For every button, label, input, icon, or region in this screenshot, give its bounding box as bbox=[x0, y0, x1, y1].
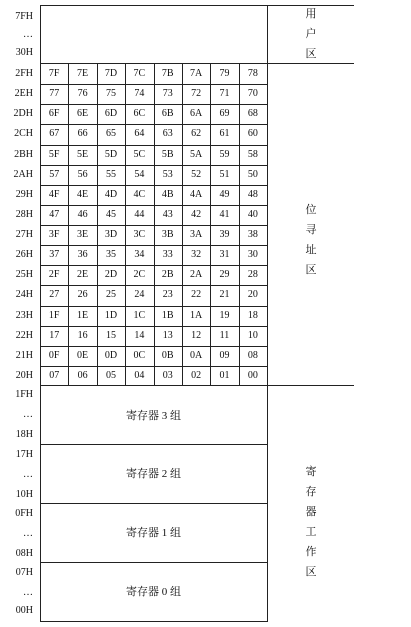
bit-address-cell: 64 bbox=[134, 128, 145, 140]
row-address-label: 2FH bbox=[15, 68, 33, 80]
bit-address-cell: 16 bbox=[77, 329, 88, 341]
bit-address-cell: 45 bbox=[105, 208, 116, 220]
bit-address-cell: 72 bbox=[191, 88, 202, 100]
row-address-label: 2BH bbox=[14, 148, 33, 160]
bit-address-cell: 1F bbox=[48, 309, 60, 321]
row-address-label: 2CH bbox=[14, 128, 33, 140]
bit-address-cell: 18 bbox=[247, 309, 258, 321]
bit-address-cell: 14 bbox=[134, 329, 145, 341]
zone-char: 寻 bbox=[305, 224, 317, 236]
zone-char: 存 bbox=[305, 486, 317, 498]
bit-address-cell: 3F bbox=[48, 229, 60, 241]
row-address-label: 22H bbox=[15, 329, 33, 341]
row-address-label: 2EH bbox=[14, 88, 33, 100]
address-label-group0-bottom: 00H bbox=[15, 605, 33, 616]
row-address-label: 2DH bbox=[13, 108, 33, 120]
row-address-label: 27H bbox=[15, 229, 33, 241]
bit-address-cell: 26 bbox=[77, 289, 88, 301]
bit-address-cell: 41 bbox=[219, 208, 230, 220]
bit-address-cell: 38 bbox=[247, 229, 258, 241]
bit-address-cell: 1B bbox=[161, 309, 174, 321]
bit-address-cell: 61 bbox=[219, 128, 230, 140]
bit-address-cell: 17 bbox=[49, 329, 60, 341]
bit-address-cell: 0E bbox=[77, 349, 89, 361]
address-ellipsis-user: … bbox=[23, 29, 33, 40]
bit-address-cell: 5D bbox=[104, 148, 118, 160]
bit-address-cell: 20 bbox=[247, 289, 258, 301]
bit-address-cell: 10 bbox=[247, 329, 258, 341]
row-address-label: 26H bbox=[15, 249, 33, 261]
zone-char: 区 bbox=[305, 48, 317, 60]
bit-address-cell: 5F bbox=[48, 148, 60, 160]
bit-address-cell: 59 bbox=[219, 148, 230, 160]
bit-address-cell: 3D bbox=[104, 229, 118, 241]
bit-address-cell: 1C bbox=[133, 309, 146, 321]
bit-address-cell: 57 bbox=[49, 168, 60, 180]
bit-address-cell: 1A bbox=[189, 309, 203, 321]
register-group-1-title: 寄存器 1 组 bbox=[126, 527, 181, 539]
bit-address-cell: 53 bbox=[162, 168, 173, 180]
bit-address-cell: 69 bbox=[219, 108, 230, 120]
zone-char: 作 bbox=[305, 546, 317, 558]
bit-address-cell: 6F bbox=[48, 108, 60, 120]
zone-char: 寄 bbox=[305, 466, 317, 478]
bit-address-cell: 4F bbox=[48, 188, 60, 200]
bit-address-cell: 2B bbox=[161, 269, 174, 281]
bit-address-cell: 5C bbox=[133, 148, 146, 160]
bit-address-cell: 13 bbox=[162, 329, 173, 341]
bit-address-cell: 0A bbox=[189, 349, 203, 361]
bit-address-cell: 39 bbox=[219, 229, 230, 241]
bit-address-cell: 79 bbox=[219, 68, 230, 80]
bit-address-cell: 28 bbox=[247, 269, 258, 281]
bit-address-cell: 7D bbox=[104, 68, 118, 80]
bit-address-cell: 49 bbox=[219, 188, 230, 200]
bit-address-cell: 74 bbox=[134, 88, 145, 100]
bit-address-cell: 07 bbox=[49, 369, 60, 381]
row-address-label: 24H bbox=[15, 289, 33, 301]
bit-address-cell: 22 bbox=[191, 289, 202, 301]
bit-address-cell: 34 bbox=[134, 249, 145, 261]
bit-address-cell: 05 bbox=[105, 369, 116, 381]
bit-address-cell: 76 bbox=[77, 88, 88, 100]
bit-address-cell: 09 bbox=[219, 349, 230, 361]
bit-address-cell: 51 bbox=[219, 168, 230, 180]
bit-address-cell: 08 bbox=[247, 349, 258, 361]
bit-address-cell: 48 bbox=[247, 188, 258, 200]
work-zone-label bbox=[301, 462, 321, 582]
zone-char: 器 bbox=[305, 506, 317, 518]
zone-char: 址 bbox=[305, 244, 317, 256]
bit-address-cell: 54 bbox=[134, 168, 145, 180]
bit-address-cell: 0D bbox=[104, 349, 118, 361]
bit-address-cell: 3E bbox=[77, 229, 89, 241]
bit-address-cell: 70 bbox=[247, 88, 258, 100]
bit-address-cell: 62 bbox=[191, 128, 202, 140]
bit-address-cell: 6C bbox=[133, 108, 146, 120]
bit-address-cell: 71 bbox=[219, 88, 230, 100]
bit-address-cell: 4D bbox=[104, 188, 118, 200]
address-label-group0-top: 07H bbox=[15, 567, 33, 578]
bit-address-cell: 12 bbox=[191, 329, 202, 341]
bit-address-cell: 6A bbox=[189, 108, 203, 120]
bit-address-cell: 55 bbox=[105, 168, 116, 180]
bit-address-cell: 19 bbox=[219, 309, 230, 321]
address-ellipsis-group1: … bbox=[23, 528, 33, 539]
bit-address-cell: 44 bbox=[134, 208, 145, 220]
bit-address-cell: 25 bbox=[105, 289, 116, 301]
bit-address-cell: 65 bbox=[105, 128, 116, 140]
bit-address-cell: 03 bbox=[162, 369, 173, 381]
bit-address-cell: 7B bbox=[161, 68, 174, 80]
bit-address-cell: 6B bbox=[161, 108, 174, 120]
bit-address-cell: 2F bbox=[48, 269, 60, 281]
bit-address-cell: 0C bbox=[133, 349, 146, 361]
bit-address-cell: 1D bbox=[104, 309, 118, 321]
bit-address-cell: 6E bbox=[77, 108, 89, 120]
bit-address-cell: 47 bbox=[49, 208, 60, 220]
register-group-3-title: 寄存器 3 组 bbox=[126, 410, 181, 422]
bit-address-cell: 52 bbox=[191, 168, 202, 180]
bit-zone-label bbox=[301, 200, 321, 280]
row-address-label: 28H bbox=[15, 208, 33, 220]
bit-address-cell: 4B bbox=[161, 188, 174, 200]
row-address-label: 2AH bbox=[13, 168, 33, 180]
bit-address-cell: 1E bbox=[77, 309, 89, 321]
bit-address-cell: 2C bbox=[133, 269, 146, 281]
bit-address-cell: 56 bbox=[77, 168, 88, 180]
bit-address-cell: 42 bbox=[191, 208, 202, 220]
bit-address-cell: 15 bbox=[105, 329, 116, 341]
bit-address-cell: 27 bbox=[49, 289, 60, 301]
address-label-group1-top: 0FH bbox=[15, 508, 33, 519]
user-zone-label bbox=[301, 4, 321, 64]
bit-address-cell: 06 bbox=[77, 369, 88, 381]
bit-address-cell: 4C bbox=[133, 188, 146, 200]
row-address-label: 21H bbox=[15, 349, 33, 361]
address-label-group2-bottom: 10H bbox=[15, 489, 33, 500]
row-address-label: 20H bbox=[15, 369, 33, 381]
bit-address-cell: 32 bbox=[191, 249, 202, 261]
zone-char: 户 bbox=[305, 28, 317, 40]
bit-address-cell: 23 bbox=[162, 289, 173, 301]
bit-address-cell: 78 bbox=[247, 68, 258, 80]
zone-char: 区 bbox=[305, 264, 317, 276]
bit-address-cell: 29 bbox=[219, 269, 230, 281]
bit-address-cell: 63 bbox=[162, 128, 173, 140]
bit-address-cell: 4E bbox=[77, 188, 89, 200]
row-address-label: 29H bbox=[15, 188, 33, 200]
bit-address-cell: 7A bbox=[189, 68, 203, 80]
address-label-group2-top: 17H bbox=[15, 449, 33, 460]
bit-address-cell: 43 bbox=[162, 208, 173, 220]
row-address-label: 25H bbox=[15, 269, 33, 281]
bit-address-cell: 68 bbox=[247, 108, 258, 120]
bit-address-cell: 73 bbox=[162, 88, 173, 100]
zone-char: 位 bbox=[305, 204, 317, 216]
bit-address-cell: 00 bbox=[247, 369, 258, 381]
bit-address-cell: 2A bbox=[189, 269, 203, 281]
register-group-0-title: 寄存器 0 组 bbox=[126, 586, 181, 598]
bit-address-cell: 36 bbox=[77, 249, 88, 261]
bit-address-cell: 33 bbox=[162, 249, 173, 261]
bit-address-cell: 7F bbox=[48, 68, 60, 80]
bit-address-cell: 24 bbox=[134, 289, 145, 301]
zone-char: 区 bbox=[305, 566, 317, 578]
address-ellipsis-group2: … bbox=[23, 469, 33, 480]
bit-address-cell: 2E bbox=[77, 269, 89, 281]
bit-address-cell: 60 bbox=[247, 128, 258, 140]
address-label-user-bottom: 30H bbox=[15, 47, 33, 58]
bit-address-cell: 58 bbox=[247, 148, 258, 160]
bit-address-cell: 7E bbox=[77, 68, 89, 80]
bit-address-cell: 11 bbox=[219, 329, 230, 341]
bit-address-cell: 01 bbox=[219, 369, 230, 381]
bit-address-cell: 46 bbox=[77, 208, 88, 220]
bit-address-cell: 2D bbox=[104, 269, 118, 281]
bit-address-cell: 5B bbox=[161, 148, 174, 160]
bit-address-cell: 21 bbox=[219, 289, 230, 301]
bit-address-cell: 3A bbox=[189, 229, 203, 241]
bit-address-cell: 5E bbox=[77, 148, 89, 160]
address-label-user-top: 7FH bbox=[15, 11, 33, 22]
bit-address-cell: 66 bbox=[77, 128, 88, 140]
bit-address-cell: 0B bbox=[161, 349, 174, 361]
zone-char: 用 bbox=[305, 8, 317, 20]
bit-address-cell: 50 bbox=[247, 168, 258, 180]
bit-address-cell: 31 bbox=[219, 249, 230, 261]
bit-address-cell: 04 bbox=[134, 369, 145, 381]
bit-address-cell: 3B bbox=[161, 229, 174, 241]
bit-address-cell: 4A bbox=[189, 188, 203, 200]
bit-address-cell: 30 bbox=[247, 249, 258, 261]
bit-address-cell: 7C bbox=[133, 68, 146, 80]
address-label-group3-bottom: 18H bbox=[15, 429, 33, 440]
address-label-group1-bottom: 08H bbox=[15, 548, 33, 559]
bit-address-cell: 35 bbox=[105, 249, 116, 261]
bit-address-cell: 40 bbox=[247, 208, 258, 220]
bit-address-cell: 02 bbox=[191, 369, 202, 381]
address-ellipsis-group0: … bbox=[23, 587, 33, 598]
row-address-label: 23H bbox=[15, 309, 33, 321]
bit-address-cell: 5A bbox=[189, 148, 203, 160]
bit-address-cell: 77 bbox=[49, 88, 60, 100]
bit-address-cell: 0F bbox=[48, 349, 60, 361]
bit-address-cell: 3C bbox=[133, 229, 146, 241]
zone-char: 工 bbox=[305, 526, 317, 538]
bit-address-cell: 75 bbox=[105, 88, 116, 100]
bit-address-cell: 67 bbox=[49, 128, 60, 140]
address-ellipsis-group3: … bbox=[23, 409, 33, 420]
bit-address-cell: 37 bbox=[49, 249, 60, 261]
bit-address-cell: 6D bbox=[104, 108, 118, 120]
register-group-2-title: 寄存器 2 组 bbox=[126, 468, 181, 480]
address-label-group3-top: 1FH bbox=[15, 389, 33, 400]
